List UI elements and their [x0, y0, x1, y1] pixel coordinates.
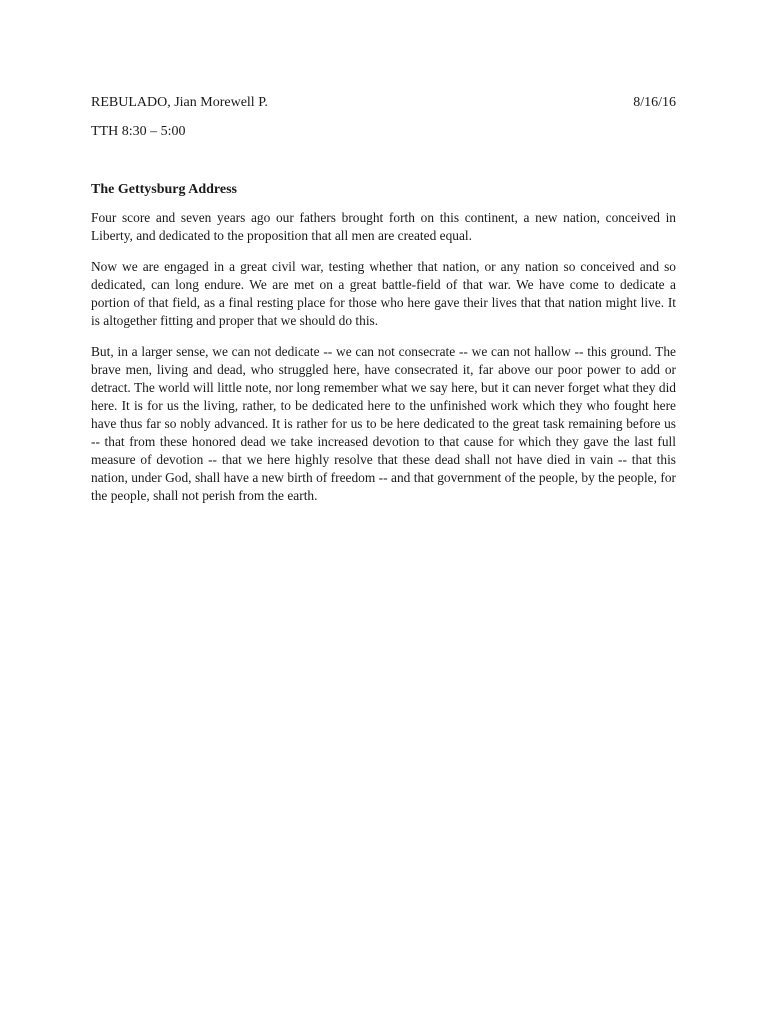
paragraph: But, in a larger sense, we can not dedicate -- we can not consecrate -- we can not hallow -- this ground. The brave men, living and dead, who struggled here, have consecrated it, far above our poor power to add or detract. The world will little note, nor long remember what we say here, but it can never forget what they did here. It is for us the living, rather, to be dedicated here to the unfinished work which they who fought here have thus far so nobly advanced. It is rather for us to be here dedicated to the great task remaining before us -- that from these honored dead we take increased devotion to that cause for which they gave the last full measure of devotion -- that we here highly resolve that these dead shall not have died in vain -- that this nation, under God, shall have a new birth of freedom -- and that government of the people, by the people, for the people, shall not perish from the earth.: [91, 344, 676, 503]
paragraph: Now we are engaged in a great civil war, testing whether that nation, or any nation so conceived and so dedicated, can long endure. We are met on a great battle-field of that war. We have come to dedicate a portion of that field, as a final resting place for those who here gave their lives that that nation might live. It is altogether fitting and proper that we should do this.: [91, 259, 676, 328]
class-schedule: TTH 8:30 – 5:00: [91, 124, 186, 139]
paragraph: Four score and seven years ago our fathers brought forth on this continent, a new nation, conceived in Liberty, and dedicated to the proposition that all men are created equal.: [91, 210, 676, 243]
student-name: REBULADO, Jian Morewell P.: [91, 95, 268, 110]
document-title: The Gettysburg Address: [91, 182, 237, 197]
document-date: 8/16/16: [633, 95, 676, 110]
document-body: [91, 209, 676, 518]
document-header: [91, 93, 676, 113]
